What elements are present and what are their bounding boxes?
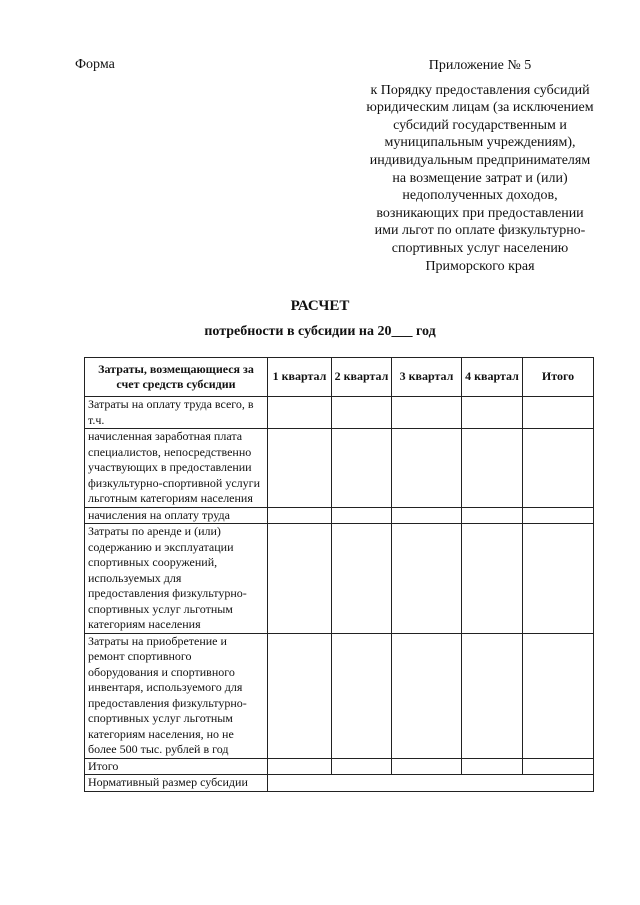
table-cell (392, 524, 462, 634)
table-row (85, 633, 594, 758)
row-label-equipment-costs: Затраты на приобретение и ремонт спортивного оборудования и спортивного инвентаря, используемого для предоставления физкультурно-спортивных услуг льготным категориям населения, но не более 500 тыс. рублей в год (85, 633, 268, 758)
table-cell (462, 524, 523, 634)
row-label-labor-costs: Затраты на оплату труда всего, в т.ч. (85, 397, 268, 429)
table-row (85, 397, 594, 429)
table-row (85, 775, 594, 792)
column-header-q3: 3 квартал (392, 358, 462, 397)
table-cell (392, 758, 462, 775)
table-header-row (85, 358, 594, 397)
appendix-title: Приложение № 5 (428, 58, 532, 73)
table-cell (392, 397, 462, 429)
table-cell (332, 397, 392, 429)
table-cell (462, 397, 523, 429)
table-cell (462, 758, 523, 775)
table-cell (523, 524, 594, 634)
table-cell (462, 507, 523, 524)
table-cell (392, 633, 462, 758)
row-label-salary: начисленная заработная плата специалистов, непосредственно участвующих в предоставлении физкультурно-спортивной услуги льготным категориям населения (85, 429, 268, 508)
table-cell (392, 429, 462, 508)
table-cell (462, 429, 523, 508)
table-cell (332, 429, 392, 508)
table-cell (392, 507, 462, 524)
appendix-text: к Порядку предоставления субсидий юридическим лицам (за исключением субсидий государственным и муниципальным учреждениям), индивидуальным предпринимателям на возмещение затрат и (или) недополученных доходов, возникающих при предоставлении ими льгот по оплате физкультурно- спортивных услуг населению Приморского края (366, 82, 594, 274)
column-header-q1: 1 квартал (268, 358, 332, 397)
table-cell (523, 758, 594, 775)
table-cell (268, 507, 332, 524)
table-cell (332, 758, 392, 775)
row-label-normative-subsidy: Нормативный размер субсидии (85, 775, 268, 792)
calculation-table (84, 357, 594, 792)
table-row (85, 507, 594, 524)
table-cell (523, 633, 594, 758)
form-label: Форма (75, 57, 115, 72)
table-cell (462, 633, 523, 758)
table-cell (268, 429, 332, 508)
document-subtitle: потребности в субсидии на 20___ год (204, 324, 436, 339)
row-label-payroll-charges: начисления на оплату труда (85, 507, 268, 524)
row-label-rent-costs: Затраты по аренде и (или) содержанию и эксплуатации спортивных сооружений, используемых для предоставления физкультурно-спортивных услуг льготным категориям населения (85, 524, 268, 634)
appendix-block (330, 57, 630, 275)
document-title: РАСЧЕТ (290, 298, 350, 314)
table-cell (332, 507, 392, 524)
column-header-q4: 4 квартал (462, 358, 523, 397)
table-cell (332, 633, 392, 758)
table-cell (523, 507, 594, 524)
column-header-q2: 2 квартал (332, 358, 392, 397)
table-cell (523, 397, 594, 429)
table-cell (268, 758, 332, 775)
table-cell (523, 429, 594, 508)
table-row (85, 758, 594, 775)
table-row (85, 524, 594, 634)
table-row (85, 429, 594, 508)
table-cell (268, 633, 332, 758)
row-label-total: Итого (85, 758, 268, 775)
normative-subsidy-value-cell (268, 775, 594, 792)
column-header-total: Итого (523, 358, 594, 397)
table-cell (268, 397, 332, 429)
table-cell (268, 524, 332, 634)
table-cell (332, 524, 392, 634)
column-header-costs: Затраты, возмещающиеся за счет средств субсидии (85, 358, 268, 397)
